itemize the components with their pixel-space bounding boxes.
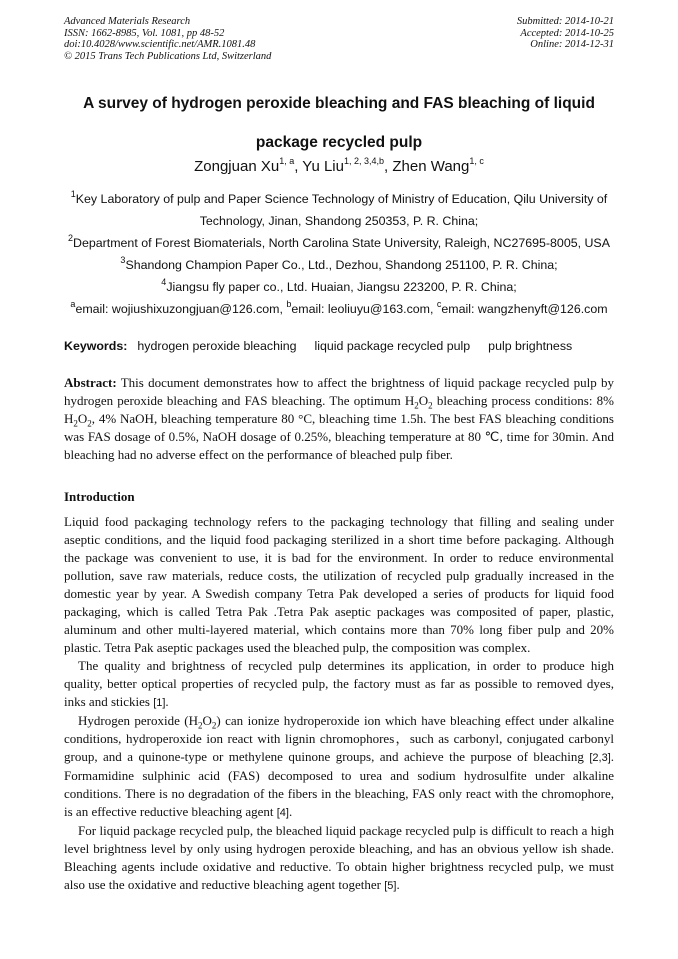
section-heading-introduction: Introduction (64, 489, 135, 504)
journal-name: Advanced Materials Research (64, 16, 191, 27)
author-name: Yu Liu (302, 158, 344, 175)
paragraph: Hydrogen peroxide $(H_2O_2)$ can ionize hydroperoxide ion which have bleaching effect under alkaline conditions, hydroperoxide ion react with lignin chromophores，such as carbonyl, conjugated carbonyl group, and a quinone-type or methylene quinone groups, and achieve the purpose of bleaching [2,3]. Formamidine sulphinic acid (FAS) decomposed to urea and sodium hydrosulfite under alkaline conditions. There is no degradation of the fibers in the bleaching, FAS only react with the chromophore, is an effective reductive bleaching agent [4]. (64, 713, 614, 819)
paragraph: Liquid food packaging technology refers to the packaging technology that filling and sealing under aseptic conditions, and the liquid food packaging sterilized in a short time before packaging. Although the package was convenient to use, it is bad for the environment. In order to reduce environmental pollution, save raw materials, reduce costs, the utilization of recycled pulp gradually increased in the domestic year by year. A Swedish company Tetra Pak developed a series of products for liquid food packaging, which is called Tetra Pak .Tetra Pak aseptic packages was composited of paper, plastic, aluminum and other multi-layered material, which contains more than 70% long fiber pulp and 20% plastic. Tetra Pak aseptic packages used the bleached pulp, the composition was complex. (64, 514, 614, 655)
submitted-date: Submitted: 2014-10-21 (516, 16, 614, 27)
email-link[interactable]: email: wangzhenyft@126.com (441, 302, 608, 316)
doi-line: doi:10.4028/www.scientific.net/AMR.1081.48 (64, 39, 256, 50)
author-affiliation-sup: 1, 2, 3,4,b (344, 156, 385, 166)
author-emails: $^a$email: wojiushixuzongjuan@126.com, $^b$email: leoliuyu@163.com, $^c$email: wangzhenyft@126.com (70, 298, 608, 316)
citation-link[interactable]: [2,3] (589, 752, 611, 764)
affiliation-1: $^1$Key Laboratory of pulp and Paper Science Technology of Ministry of Education, Qilu University of Technology, Jinan, Shandong 250353, P. R. China; (70, 188, 608, 228)
author-affiliation-sup: 1, a (279, 156, 295, 166)
affiliations (60, 188, 618, 320)
author-name: Zongjuan Xu (194, 158, 280, 175)
abstract-label: Abstract: (64, 375, 117, 390)
affiliation-2: $^2$Department of Forest Biomaterials, North Carolina State University, Raleigh, NC27695-8005, USA (68, 232, 610, 250)
email-link[interactable]: email: leoliuyu@163.com, (291, 302, 437, 316)
keywords (64, 337, 638, 355)
keyword: liquid package recycled pulp (314, 339, 471, 353)
paragraph: The quality and brightness of recycled pulp determines its application, in order to produce high quality, better optical properties of recycled pulp, the factory must as far as possible to removed dyes, inks and stickies [1]. (64, 658, 614, 709)
author-name: Zhen Wang (392, 158, 470, 175)
author-list: Zongjuan Xu$^{1, a}$, Yu Liu$^{1, 2, 3,4,b}$, Zhen Wang$^{1, c}$ (194, 156, 484, 175)
online-date: Online: 2014-12-31 (530, 39, 614, 50)
citation-link[interactable]: [5] (384, 880, 397, 892)
paper-title-line-2: package recycled pulp (255, 134, 423, 151)
email-link[interactable]: email: wojiushixuzongjuan@126.com, (75, 302, 287, 316)
accepted-date: Accepted: 2014-10-25 (520, 27, 614, 39)
keyword: pulp brightness (488, 339, 573, 353)
introduction-body (64, 513, 614, 895)
citation-link[interactable]: [4] (276, 807, 289, 819)
paragraph: For liquid package recycled pulp, the bleached liquid package recycled pulp is difficult to reach a high level brightness level by only using hydrogen peroxide bleaching, and has an obvious yellow ish shade. Bleaching agents include oxidative and reductive. To obtain higher brightness recycled pulp, we must also use the oxidative and reductive bleaching agent together [5]. (64, 823, 614, 892)
paper-title (40, 84, 638, 162)
keywords-label: Keywords: (64, 339, 128, 353)
paper-title-line-1: A survey of hydrogen peroxide bleaching and FAS bleaching of liquid (83, 95, 595, 112)
affiliation-3: $^3$Shandong Champion Paper Co., Ltd., Dezhou, Shandong 251100, P. R. China; (120, 254, 558, 272)
journal-header-right (517, 16, 614, 51)
copyright-line: © 2015 Trans Tech Publications Ltd, Switzerland (64, 50, 272, 62)
keyword: hydrogen peroxide bleaching (137, 339, 297, 353)
author-affiliation-sup: 1, c (469, 156, 484, 166)
journal-header-left (64, 16, 271, 62)
affiliation-4: $^4$Jiangsu fly paper co., Ltd. Huaian, Jiangsu 223200, P. R. China; (161, 276, 517, 294)
abstract: Abstract: This document demonstrates how to affect the brightness of liquid package recycled pulp by hydrogen peroxide bleaching and FAS bleaching. The optimum $H_2O_2$ bleaching process conditions: 8% $H_2O_2$, 4% NaOH, bleaching temperature 80 °C, bleaching time 1.5h. The best FAS bleaching conditions was FAS dosage of 0.5%, NaOH dosage of 0.25%, bleaching temperature at 80 ℃, time for 30min. And bleaching had no adverse effect on the performance of bleached pulp fiber. (64, 375, 614, 462)
citation-link[interactable]: [1] (153, 697, 166, 709)
issn-line: ISSN: 1662-8985, Vol. 1081, pp 48-52 (64, 27, 225, 39)
